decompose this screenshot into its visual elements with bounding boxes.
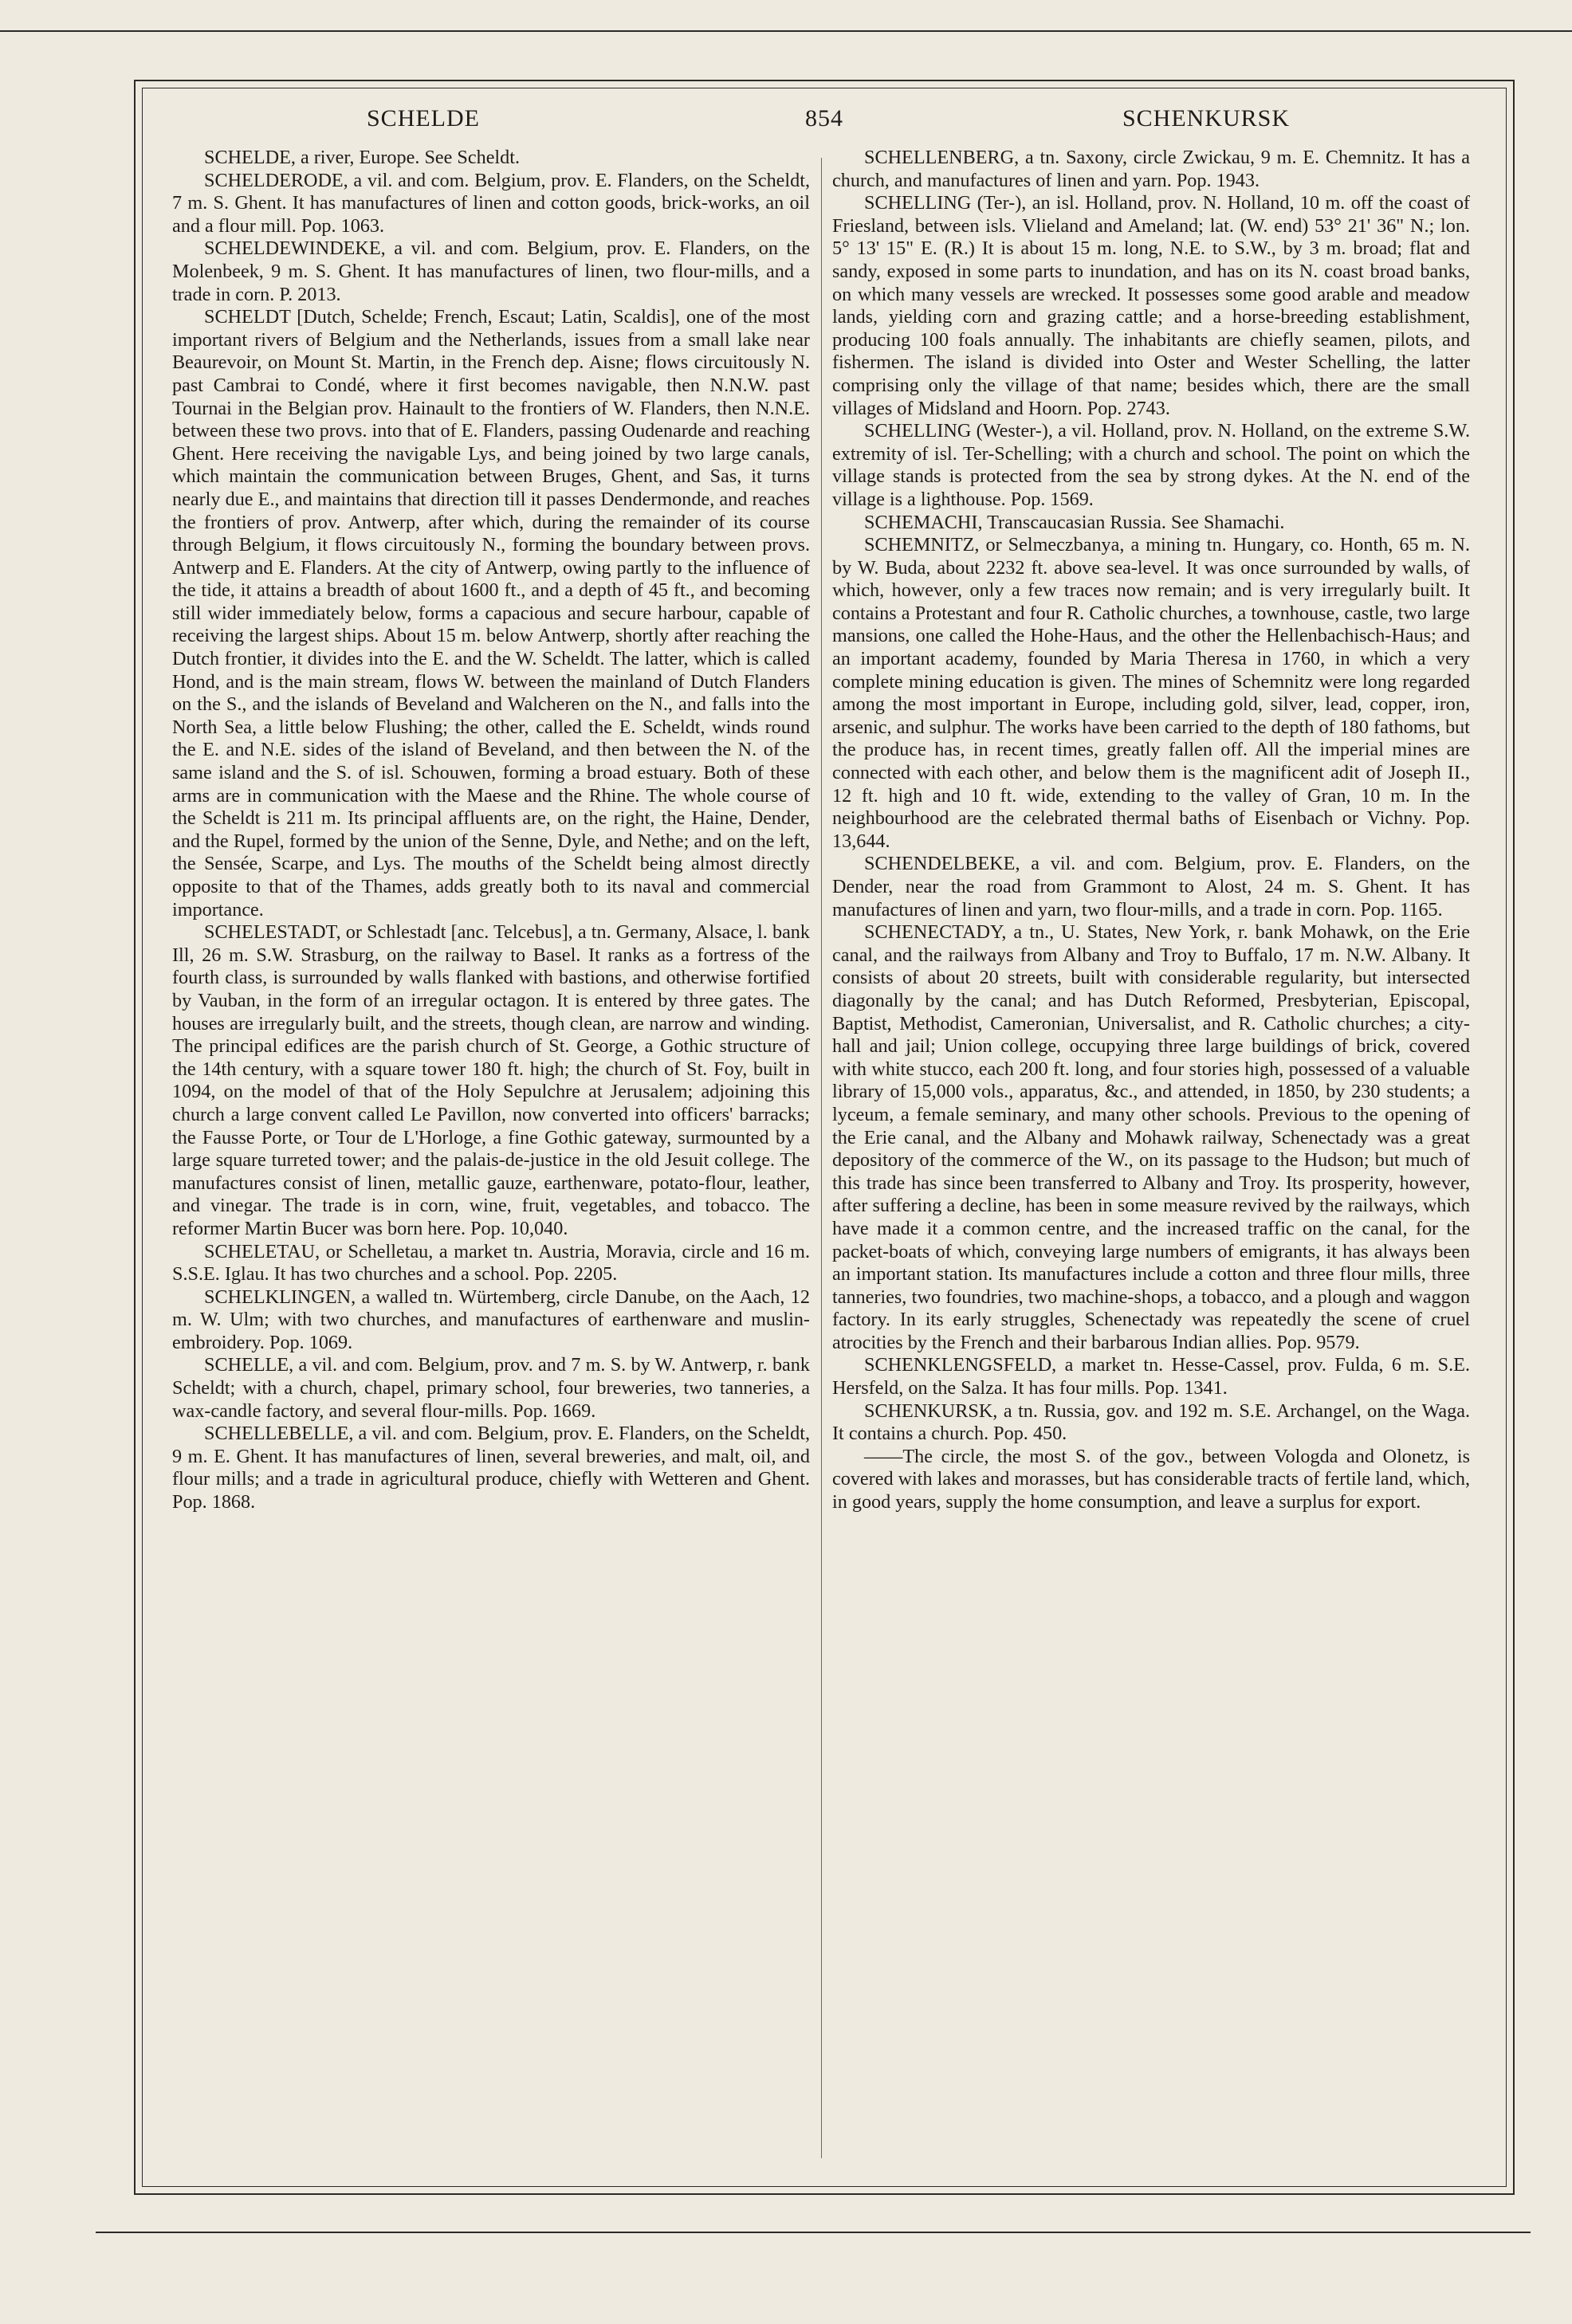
entry-schemnitz: SCHEMNITZ, or Selmeczbanya, a mining tn. Hungary, co. Honth, 65 m. N. by W. Buda, about 2232 ft. above sea-level. It was once surrounded by walls, of which, however, only a few traces now remain; and is very irregularly built. It contains a Protestant and four R. Catholic churches, a townhouse, castle, two large mansions, one called the Hohe-Haus, and the other the Hellenbachisch-Haus; and an important academy, founded by Maria Theresa in 1760, in which a very complete mining education is given. The mines of Schemnitz were long regarded among the most important in Europe, including gold, silver, lead, copper, iron, arsenic, and sulphur. The works have been carried to the depth of 180 fathoms, but the produce has, in recent times, greatly fallen off. All the imperial mines are connected with each other, and below them is the magnificent adit of Joseph II., 12 ft. high and 10 ft. wide, extending to the valley of Gran, 10 m. In the neighbourhood are the celebrated thermal baths of Eisenbach or Vichny. Pop. 13,644. [832, 534, 1470, 852]
entry-scheletau: SCHELETAU, or Schelletau, a market tn. Austria, Moravia, circle and 16 m. S.S.E. Iglau. It has two churches and a school. Pop. 2205. [172, 1240, 810, 1286]
entry-schenectady: SCHENECTADY, a tn., U. States, New York, r. bank Mohawk, on the Erie canal, and the railways from Albany and Troy to Buffalo, 17 m. N.W. Albany. It consists of about 20 streets, built with considerable regularity, but intersected diagonally by the canal; and has Dutch Reformed, Presbyterian, Episcopal, Baptist, Methodist, Cameronian, Universalist, and R. Catholic churches; a city-hall and jail; Union college, occupying three large buildings of brick, covered with white stucco, each 200 ft. long, and four stories high, possessed of a valuable library of 15,000 vols., apparatus, &c., and attended, in 1850, by 230 students; a lyceum, a female seminary, and many other schools. Previous to the opening of the Erie canal, and the Albany and Mohawk railway, Schenectady was a great depository of the commerce of the W., on its passage to the Hudson; but much of this trade has since been transferred to Albany and Troy. Its prosperity, however, after suffering a decline, has been in some measure revived by the railways, which have made it a common centre, and the increased traffic on the canal, for the packet-boats of which, conveying large numbers of emigrants, it has always been an important station. Its manufactures include a cotton and three flour mills, three tanneries, two foundries, two machine-shops, a tobacco, and a plough and waggon factory. In its early struggles, Schenectady was repeatedly the scene of cruel atrocities by the French and their barbarous Indian allies. Pop. 9579. [832, 921, 1470, 1353]
column-divider [821, 158, 822, 2158]
entry-schendelbeke: SCHENDELBEKE, a vil. and com. Belgium, prov. E. Flanders, on the Dender, near the road from Grammont to Alost, 24 m. S. Ghent. It has manufactures of linen and yarn, two flour-mills, and a trade in corn. Pop. 1165. [832, 853, 1470, 921]
page-frame [134, 80, 1515, 2195]
header-right-word: SCHENKURSK [1122, 105, 1290, 132]
entry-schellebelle: SCHELLEBELLE, a vil. and com. Belgium, prov. E. Flanders, on the Scheldt, 9 m. E. Ghent. It has manufactures of linen, several breweries, and malt, oil, and flour mills; and a trade in agricultural produce, chiefly with Wetteren and Ghent. Pop. 1868. [172, 1423, 810, 1513]
bottom-rule [96, 2232, 1531, 2233]
entry-schelklingen: SCHELKLINGEN, a walled tn. Würtemberg, circle Danube, on the Aach, 12 m. W. Ulm; with two churches, and manufactures of earthenware and muslin-embroidery. Pop. 1069. [172, 1286, 810, 1353]
entry-schelling-wester: SCHELLING (Wester-), a vil. Holland, prov. N. Holland, on the extreme S.W. extremity of isl. Ter-Schelling; with a church and school. The point on which the village stands is protected from the sea by strong dykes. At the N. end of the village is a lighthouse. Pop. 1569. [832, 420, 1470, 510]
left-column [172, 147, 810, 1514]
entry-schenkursk: SCHENKURSK, a tn. Russia, gov. and 192 m. S.E. Archangel, on the Waga. It contains a church. Pop. 450. [832, 1400, 1470, 1445]
entry-scheldt: SCHELDT [Dutch, Schelde; French, Escaut; Latin, Scaldis], one of the most important rivers of Belgium and the Netherlands, issues from a small lake near Beaurevoir, on Mount St. Martin, in the French dep. Aisne; flows circuitously N. past Cambrai to Condé, where it first becomes navigable, then N.N.W. past Tournai in the Belgian prov. Hainault to the frontiers of W. Flanders, then N.N.E. between these two provs. into that of E. Flanders, passing Oudenarde and reaching Ghent. Here receiving the navigable Lys, and being joined by two large canals, which maintain the communication between Bruges, Ghent, and Sas, it turns nearly due E., and maintains that direction till it passes Dendermonde, and reaches the frontiers of prov. Antwerp, after which, during the remainder of its course through Belgium, it flows circuitously N., forming the boundary between provs. Antwerp and E. Flanders. At the city of Antwerp, owing partly to the influence of the tide, it attains a breadth of about 1600 ft., and a depth of 45 ft., and becoming still wider immediately below, forms a capacious and secure harbour, capable of receiving the largest ships. About 15 m. below Antwerp, shortly after reaching the Dutch frontier, it divides into the E. and the W. Scheldt. The latter, which is called Hond, and is the main stream, flows W. between the mainland of Dutch Flanders on the S., and the islands of Beveland and Walcheren on the N., and falls into the North Sea, a little below Flushing; the other, called the E. Scheldt, winds round the E. and N.E. sides of the island of Beveland, and then between the N. of the same island and the S. of isl. Schouwen, forming a broad estuary. Both of these arms are in communication with the Maese and the Rhine. The whole course of the Scheldt is 211 m. Its principal affluents are, on the right, the Haine, Dender, and the Rupel, formed by the union of the Senne, Dyle, and Nethe; and on the left, the Sensée, Scarpe, and Lys. The mouths of the Scheldt being almost directly opposite to that of the Thames, adds greatly both to its naval and commercial importance. [172, 306, 810, 921]
right-column [832, 147, 1470, 1514]
entry-scheldewindeke: SCHELDEWINDEKE, a vil. and com. Belgium, prov. E. Flanders, on the Molenbeek, 9 m. S. Ghent. It has manufactures of linen, two flour-mills, and a trade in corn. P. 2013. [172, 238, 810, 305]
top-rule [0, 30, 1572, 32]
entry-schemachi: SCHEMACHI, Transcaucasian Russia. See Shamachi. [864, 511, 1285, 533]
entry-schelling-ter: SCHELLING (Ter-), an isl. Holland, prov. N. Holland, 10 m. off the coast of Friesland, between isls. Vlieland and Ameland; lat. (W. end) 53° 21' 36" N.; lon. 5° 13' 15" E. (R.) It is about 15 m. long, N.E. to S.W., by 3 m. broad; flat and sandy, exposed in some parts to inundation, and has on its N. coast broad banks, on which many vessels are wrecked. It possesses some good arable and meadow lands, yielding corn and grazing cattle; and a horse-breeding establishment, producing 100 foals annually. The inhabitants are chiefly seamen, pilots, and fishermen. The island is divided into Oster and Wester Schelling, the latter comprising only the village of that name; besides which, there are the small villages of Midsland and Hoorn. Pop. 2743. [832, 192, 1470, 419]
entry-schenkursk-circle: ——The circle, the most S. of the gov., between Vologda and Olonetz, is covered with lakes and morasses, but has considerable tracts of fertile land, which, in good years, supply the home consumption, and leave a surplus for export. [832, 1445, 1470, 1513]
entry-schelde: SCHELDE, a river, Europe. See Scheldt. [204, 147, 521, 168]
entry-schelderode: SCHELDERODE, a vil. and com. Belgium, prov. E. Flanders, on the Scheldt, 7 m. S. Ghent. It has manufactures of linen and cotton goods, brick-works, an oil and a flour mill. Pop. 1063. [172, 169, 810, 237]
entry-schelestadt: SCHELESTADT, or Schlestadt [anc. Telcebus], a tn. Germany, Alsace, l. bank Ill, 26 m. S.W. Strasburg, on the railway to Basel. It ranks as a fortress of the fourth class, is surrounded by walls flanked with bastions, and otherwise fortified by Vauban, in the form of an irregular octagon. It is entered by three gates. The houses are irregularly built, and the streets, though clean, are narrow and winding. The principal edifices are the parish church of St. George, a Gothic structure of the 14th century, with a square tower 180 ft. high; the church of St. Foy, built in 1094, on the model of that of the Holy Sepulchre at Jerusalem; adjoining this church a large convent called Le Pavillon, now converted into officers' barracks; the Fausse Porte, or Tour de L'Horloge, a fine Gothic gateway, surmounted by a large square turreted tower; and the palais-de-justice in the old Jesuit college. The manufactures consist of linen, metallic gauze, earthenware, potato-flour, leather, and vinegar. The trade is in corn, wine, fruit, vegetables, and tobacco. The reformer Martin Bucer was born here. Pop. 10,040. [172, 921, 810, 1239]
page-number: 854 [805, 105, 843, 132]
running-header [167, 96, 1481, 143]
entry-schelle: SCHELLE, a vil. and com. Belgium, prov. and 7 m. S. by W. Antwerp, r. bank Scheldt; with a church, chapel, primary school, four breweries, two tanneries, a wax-candle factory, and several flour-mills. Pop. 1669. [172, 1354, 810, 1422]
header-left-word: SCHELDE [367, 105, 480, 132]
entry-schenklengsfeld: SCHENKLENGSFELD, a market tn. Hesse-Cassel, prov. Fulda, 6 m. S.E. Hersfeld, on the Salza. It has four mills. Pop. 1341. [832, 1354, 1470, 1400]
entry-schellenberg: SCHELLENBERG, a tn. Saxony, circle Zwickau, 9 m. E. Chemnitz. It has a church, and manufactures of linen and yarn. Pop. 1943. [832, 147, 1470, 191]
